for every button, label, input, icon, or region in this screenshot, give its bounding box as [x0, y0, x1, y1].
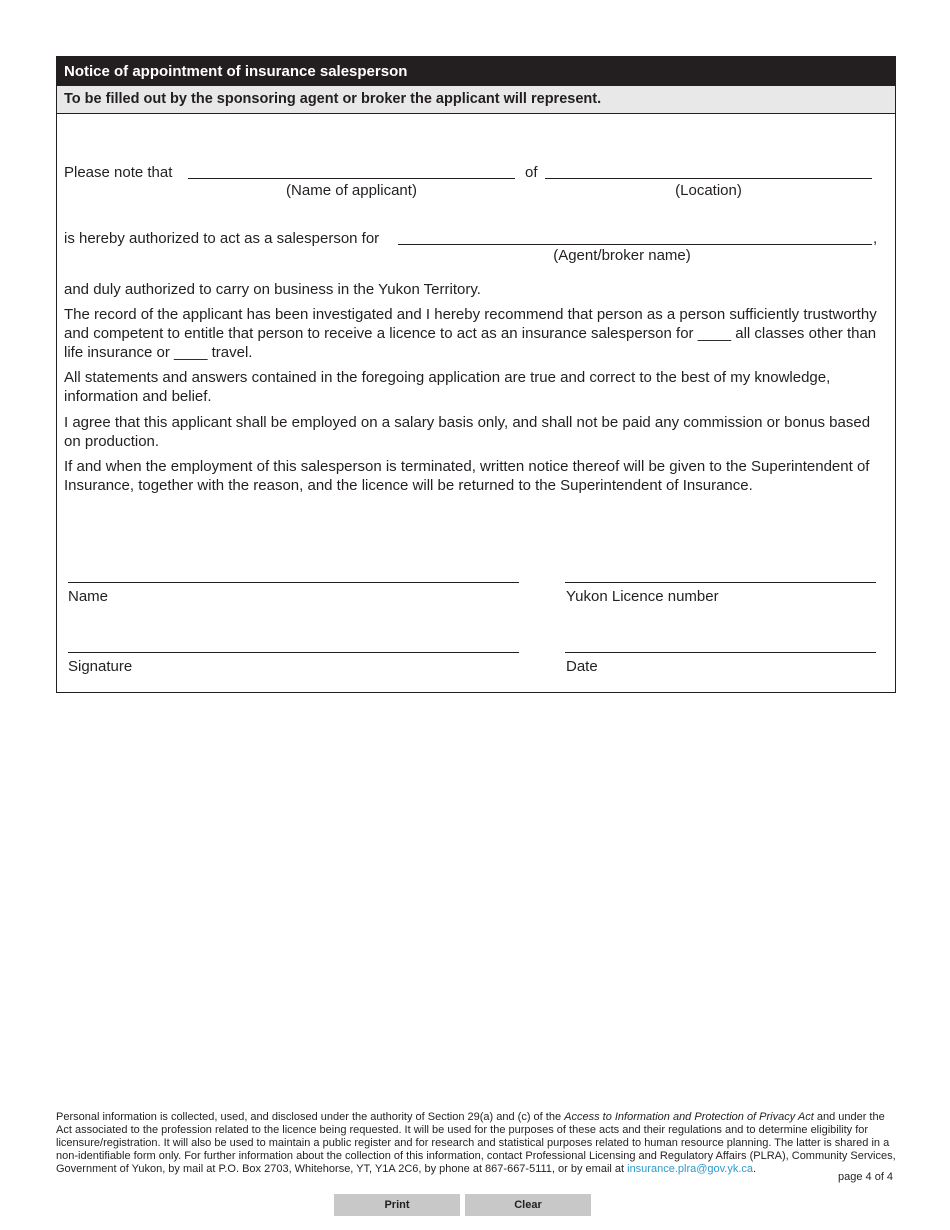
name-label: Name — [68, 588, 109, 605]
page-number: page 4 of 4 — [838, 1171, 894, 1183]
location-field[interactable] — [545, 178, 872, 179]
agent-broker-caption: (Agent/broker name) — [553, 247, 691, 264]
signature-label: Signature — [68, 658, 133, 675]
salary-paragraph: I agree that this applicant shall be employed on a salary basis only, and shall not be paid any commission or bonus based on production. — [64, 414, 871, 450]
print-button[interactable]: Print — [334, 1194, 460, 1216]
termination-paragraph: If and when the employment of this salesperson is terminated, written notice thereof will be given to the Superintendent of Insurance, together with the reason, and the licence will be returned to the Superintendent of Insurance. — [64, 458, 870, 494]
form-subtitle: To be filled out by the sponsoring agent or broker the applicant will represent. — [57, 86, 895, 114]
applicant-name-caption: (Name of applicant) — [286, 182, 417, 199]
form-title: Notice of appointment of insurance salesperson — [57, 57, 895, 86]
appointment-form — [56, 56, 896, 693]
privacy-act-name: Access to Information and Protection of Privacy Act — [564, 1111, 814, 1123]
comma-text: , — [873, 230, 878, 247]
location-caption: (Location) — [675, 182, 742, 199]
licence-number-field[interactable] — [565, 582, 876, 583]
privacy-email-link[interactable]: insurance.plra@gov.yk.ca — [627, 1163, 754, 1175]
privacy-notice — [56, 1111, 898, 1176]
privacy-text-end: . — [753, 1163, 757, 1175]
statements-paragraph: All statements and answers contained in the foregoing application are true and correct to the best of my knowledge, information and belief. — [64, 369, 831, 405]
privacy-text-1: Personal information is collected, used, and disclosed under the authority of Section 29(a) and (c) of the — [56, 1111, 565, 1123]
authorized-label: is hereby authorized to act as a salesperson for — [64, 230, 380, 247]
applicant-name-field[interactable] — [188, 178, 515, 179]
record-paragraph: The record of the applicant has been investigated and I hereby recommend that person as a person sufficiently trustworthy and competent to entitle that person to receive a licence to act as an insurance salesperson for ____ all classes other than life insurance or ____ travel. — [64, 306, 877, 361]
agent-broker-field[interactable] — [398, 244, 872, 245]
clear-button[interactable]: Clear — [465, 1194, 591, 1216]
name-field[interactable] — [68, 582, 519, 583]
please-note-label: Please note that — [64, 164, 173, 181]
signature-field[interactable] — [68, 652, 519, 653]
date-field[interactable] — [565, 652, 876, 653]
privacy-text-2: and under the Act associated to the profession related to the licence being requested. It will be used for the purposes of these acts and their regulations and to determine eligibility for licensure/registration. It will also be used to maintain a public register and for research and statistical purposes related to human resource planning. The latter is shared in a non-identifiable form only. For further information about the collection of this information, contact Professional Licensing and Regulatory Affairs (PLRA), Community Services, Government of Yukon, by mail at P.O. Box 2703, Whitehorse, YT, Y1A 2C6, by phone at 867-667-5111, or by email at — [56, 1111, 896, 1175]
yukon-territory-paragraph: and duly authorized to carry on business in the Yukon Territory. — [64, 281, 481, 298]
of-label: of — [525, 164, 538, 181]
licence-number-label: Yukon Licence number — [566, 588, 719, 605]
date-label: Date — [566, 658, 598, 675]
